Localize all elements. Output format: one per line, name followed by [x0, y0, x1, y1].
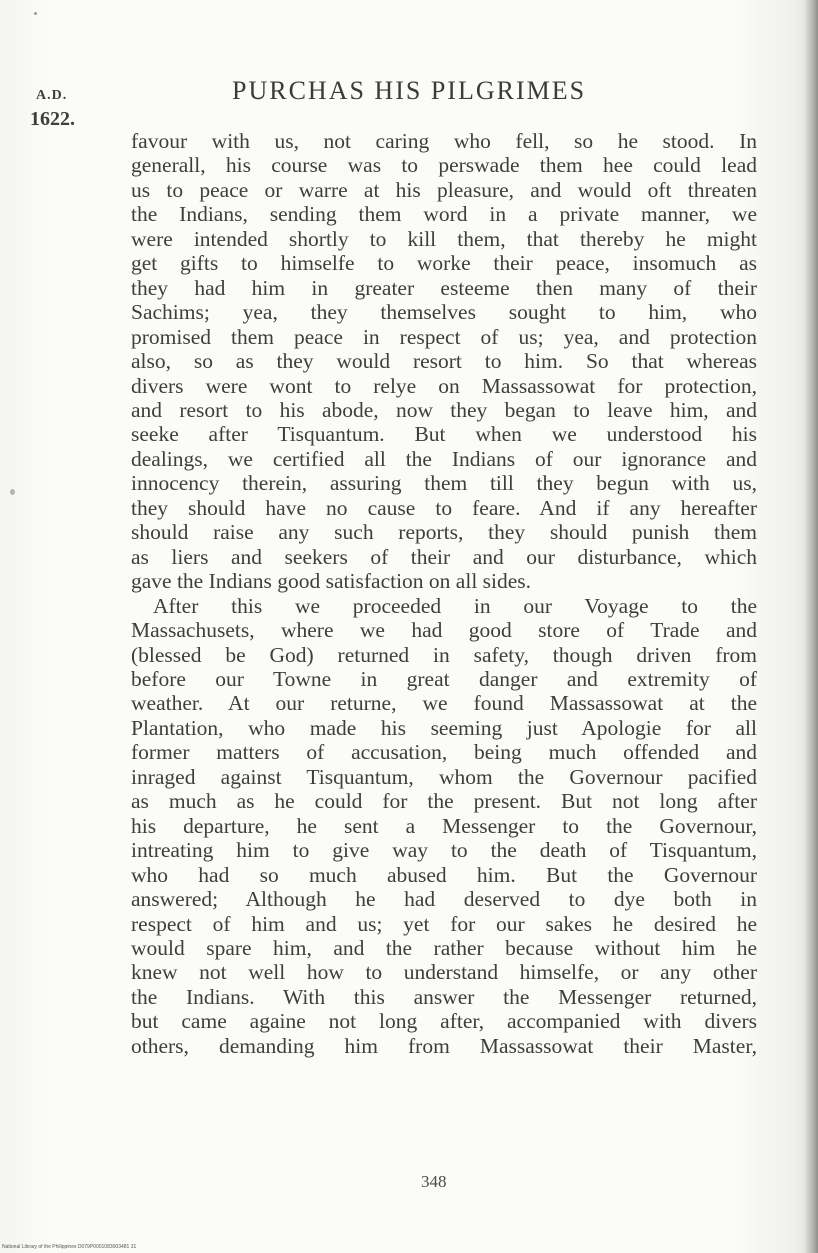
text-line: they had him in greater esteeme then many of their: [131, 275, 757, 300]
text-line: should raise any such reports, they should punish them: [131, 520, 757, 545]
text-line: gave the Indians good satisfaction on all sides.: [131, 569, 532, 594]
text-line: favour with us, not caring who fell, so he stood. In: [131, 129, 757, 153]
text-line: dealings, we certified all the Indians of our ignorance and: [131, 446, 757, 471]
text-line: divers were wont to relye on Massassowat for protection,: [131, 373, 757, 398]
text-line: as much as he could for the present. But not long after: [131, 789, 757, 814]
text-line: promised them peace in respect of us; yea, and protection: [131, 324, 757, 349]
text-line: but came againe not long after, accompanied with divers: [131, 1009, 757, 1034]
page-edge-shadow: [804, 0, 818, 1253]
body-text: [131, 129, 757, 1058]
text-line: Massachusets, where we had good store of Trade and: [131, 618, 757, 643]
text-line: get gifts to himselfe to worke their peace, insomuch as: [131, 251, 757, 276]
text-line: respect of him and us; yet for our sakes he desired he: [131, 911, 757, 936]
text-line: others, demanding him from Massassowat their Master,: [131, 1033, 757, 1058]
margin-era: A.D.: [36, 88, 68, 103]
text-line: knew not well how to understand himselfe, or any other: [131, 960, 757, 985]
text-line: the Indians. With this answer the Messenger returned,: [131, 984, 757, 1009]
text-line: who had so much abused him. But the Governour: [131, 862, 757, 887]
text-line: (blessed be God) returned in safety, though driven from: [131, 642, 757, 667]
text-line: former matters of accusation, being much offended and: [131, 740, 757, 765]
text-line: the Indians, sending them word in a private manner, we: [131, 202, 757, 227]
text-line: his departure, he sent a Messenger to the Governour,: [131, 813, 757, 838]
text-line: were intended shortly to kill them, that thereby he might: [131, 226, 757, 251]
text-line: answered; Although he had deserved to dye both in: [131, 887, 757, 912]
text-line: innocency therein, assuring them till they begun with us,: [131, 471, 757, 496]
text-line: generall, his course was to perswade them hee could lead: [131, 153, 757, 178]
page-number: 348: [421, 1172, 447, 1191]
running-head: PURCHAS HIS PILGRIMES: [232, 76, 587, 105]
text-line: us to peace or warre at his pleasure, and would oft threaten: [131, 177, 757, 202]
paragraph-start-line: After this we proceeded in our Voyage to the: [153, 593, 757, 618]
ink-speck: [34, 12, 37, 15]
text-line: weather. At our returne, we found Massassowat at the: [131, 691, 757, 716]
text-line: they should have no cause to feare. And if any hereafter: [131, 495, 757, 520]
text-line: inraged against Tisquantum, whom the Governour pacified: [131, 764, 757, 789]
scan-credit: National Library of the Philippines D079P0001083003481 31: [2, 1244, 137, 1250]
text-line: intreating him to give way to the death of Tisquantum,: [131, 838, 757, 863]
margin-year: 1622.: [30, 108, 75, 130]
text-line: Sachims; yea, they themselves sought to him, who: [131, 300, 757, 325]
text-line: would spare him, and the rather because without him he: [131, 935, 757, 960]
text-line: and resort to his abode, now they began to leave him, and: [131, 397, 757, 422]
text-line: Plantation, who made his seeming just Apologie for all: [131, 715, 757, 740]
text-line: before our Towne in great danger and extremity of: [131, 666, 757, 691]
text-line: also, so as they would resort to him. So that whereas: [131, 349, 757, 374]
text-line: as liers and seekers of their and our disturbance, which: [131, 544, 757, 569]
margin-date-note: [30, 88, 100, 131]
text-line: seeke after Tisquantum. But when we understood his: [131, 422, 757, 447]
ink-speck: [10, 489, 15, 495]
